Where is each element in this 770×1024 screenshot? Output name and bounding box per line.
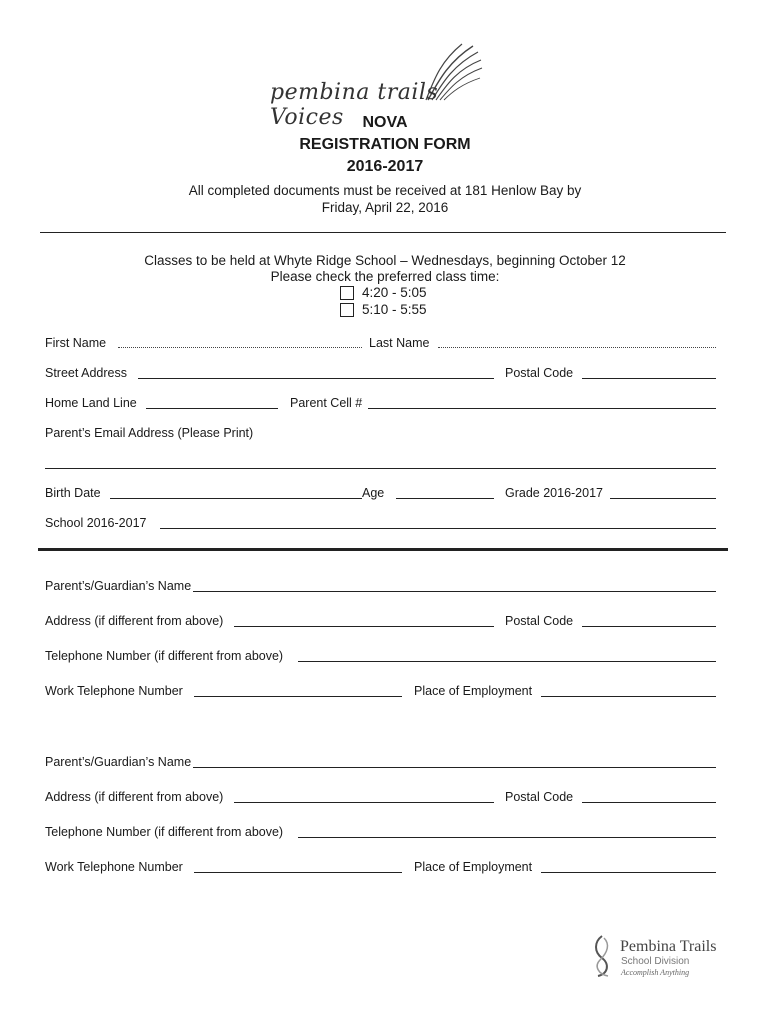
grade-label: Grade 2016-2017 [505,486,603,500]
guardian2-postal-field[interactable] [582,802,716,803]
guardian2-telephone-label: Telephone Number (if different from above) [45,825,284,839]
footer-logo-sub: School Division [621,956,690,967]
form-title-year: 2016-2017 [346,158,424,175]
guardian2-address-field[interactable] [234,802,494,803]
home-land-line-label: Home Land Line [45,396,137,410]
guardian2-address-label: Address (if different from above) [45,790,224,804]
footer-logo-name: Pembina Trails [620,938,717,955]
class-option-510: 5:10 - 5:55 [362,302,427,317]
grade-field[interactable] [610,498,716,499]
class-option-420: 4:20 - 5:05 [362,285,427,300]
form-title-registration: REGISTRATION FORM [299,136,471,153]
guardian2-employment-field[interactable] [541,872,716,873]
guardian1-work-telephone-label: Work Telephone Number [45,684,183,698]
notice-line-2: Friday, April 22, 2016 [321,200,449,215]
street-address-field[interactable] [138,378,494,379]
parent-cell-label: Parent Cell # [290,396,363,410]
checkbox-class-510[interactable] [340,303,354,317]
guardian1-address-label: Address (if different from above) [45,614,224,628]
guardian1-work-telephone-field[interactable] [194,696,402,697]
school-field[interactable] [160,528,716,529]
guardian1-employment-label: Place of Employment [414,684,533,698]
guardian1-name-field[interactable] [193,591,716,592]
birth-date-label: Birth Date [45,486,101,500]
logo-text: pembina trails Voices [270,80,439,130]
guardian1-employment-field[interactable] [541,696,716,697]
street-address-label: Street Address [45,366,127,380]
class-time-prompt: Please check the preferred class time: [270,269,500,284]
notice-line-1: All completed documents must be received at 181 Henlow Bay by [188,183,582,198]
home-land-line-field[interactable] [146,408,278,409]
guardian2-employment-label: Place of Employment [414,860,533,874]
guardian2-name-field[interactable] [193,767,716,768]
birth-date-field[interactable] [110,498,362,499]
last-name-field[interactable] [438,347,716,348]
guardian2-postal-label: Postal Code [505,790,574,804]
guardian1-name-label: Parent’s/Guardian’s Name [45,579,192,593]
guardian2-work-telephone-label: Work Telephone Number [45,860,183,874]
form-title-nova: NOVA [362,114,408,131]
ribbon-icon [590,934,614,978]
parent-cell-field[interactable] [368,408,716,409]
pembina-trails-logo [590,932,730,982]
guardian2-name-label: Parent’s/Guardian’s Name [45,755,192,769]
first-name-label: First Name [45,336,107,350]
age-field[interactable] [396,498,494,499]
footer-logo-tag: Accomplish Anything [621,968,690,977]
divider-thick [38,548,728,551]
guardian1-postal-field[interactable] [582,626,716,627]
guardian2-work-telephone-field[interactable] [194,872,402,873]
last-name-label: Last Name [369,336,430,350]
divider [40,232,726,233]
guardian1-telephone-field[interactable] [298,661,716,662]
parent-email-field[interactable] [45,468,716,469]
guardian1-address-field[interactable] [234,626,494,627]
age-label: Age [362,486,385,500]
postal-code-field[interactable] [582,378,716,379]
parent-email-label: Parent’s Email Address (Please Print) [45,426,254,440]
classes-info: Classes to be held at Whyte Ridge School – Wednesdays, beginning October 12 [144,253,626,268]
guardian1-postal-label: Postal Code [505,614,574,628]
guardian1-telephone-label: Telephone Number (if different from above) [45,649,284,663]
school-label: School 2016-2017 [45,516,147,530]
checkbox-class-420[interactable] [340,286,354,300]
first-name-field[interactable] [118,347,362,348]
guardian2-telephone-field[interactable] [298,837,716,838]
postal-code-label: Postal Code [505,366,574,380]
